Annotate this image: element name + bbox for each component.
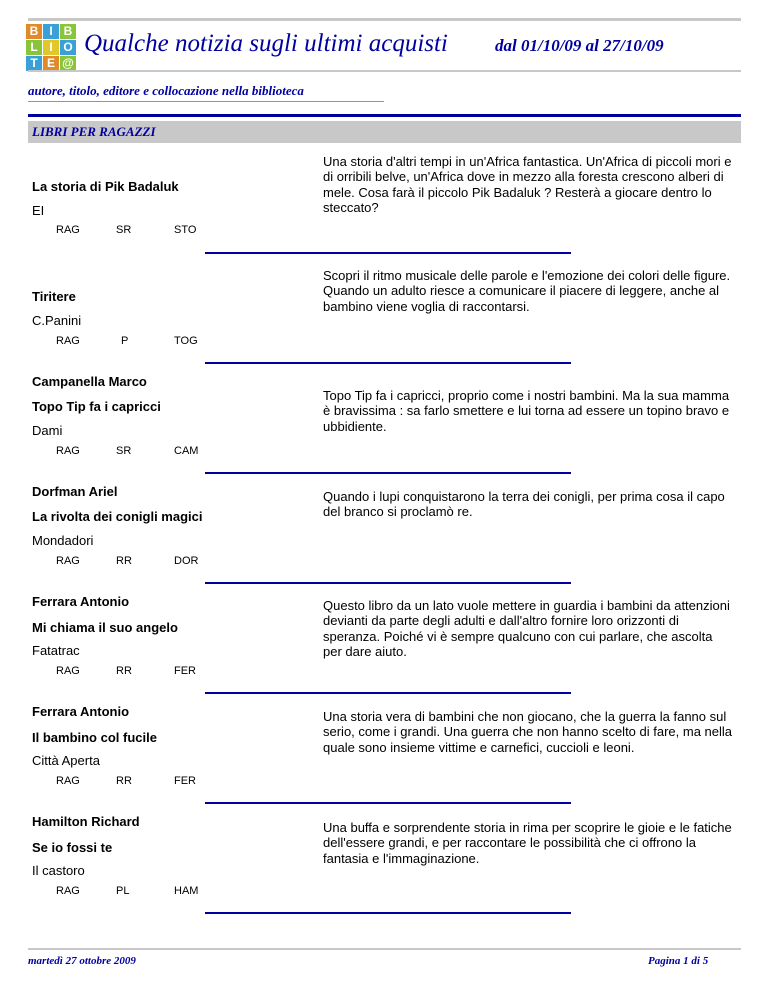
subtitle-underline <box>28 101 384 102</box>
date-range: dal 01/10/09 al 27/10/09 <box>495 36 664 55</box>
logo-cell: E <box>43 56 59 71</box>
book-publisher: Fatatrac <box>32 643 80 658</box>
book-entry <box>0 150 768 260</box>
book-title: La storia di Pik Badaluk <box>32 179 179 194</box>
logo-cell: I <box>43 40 59 55</box>
book-author: Dorfman Ariel <box>32 484 118 499</box>
page-subtitle: autore, titolo, editore e collocazione nella biblioteca <box>28 83 304 98</box>
shelf-code-author: STO <box>174 224 197 236</box>
shelf-code-author: FER <box>174 775 196 787</box>
entry-separator <box>205 362 571 364</box>
book-description: Questo libro da un lato vuole mettere in guardia i bambini da attenzioni devianti da parte degli adulti e dall'altro fornire loro orizzonti di speranza. Poiché vi è sempre qualcuno con cui parlare, che ascolta per dare aiuto. <box>323 598 730 659</box>
footer-date: martedì 27 ottobre 2009 <box>28 955 136 967</box>
book-title: Se io fossi te <box>32 840 113 855</box>
book-description: Una storia vera di bambini che non giocano, che la guerra la fanno sul serio, come i grandi. Una guerra che non hanno scelto di fare, ma nella quale sono insieme vittime e carnefici, cuccioli e leoni. <box>323 709 733 755</box>
shelf-code-category: RR <box>116 775 132 787</box>
logo-cell: @ <box>60 56 76 71</box>
book-title: Mi chiama il suo angelo <box>32 620 178 635</box>
book-title: Topo Tip fa i capricci <box>32 399 161 414</box>
shelf-code-category: SR <box>116 224 132 236</box>
book-entry <box>0 700 768 810</box>
shelf-code-section: RAG <box>56 885 80 897</box>
logo-cell: B <box>26 24 42 39</box>
book-publisher: Città Aperta <box>32 753 100 768</box>
book-author: Ferrara Antonio <box>32 594 130 609</box>
logo-cell: L <box>26 40 42 55</box>
book-entry <box>0 260 768 370</box>
shelf-code-section: RAG <box>56 665 80 677</box>
book-author: Ferrara Antonio <box>32 704 130 719</box>
shelf-code-author: CAM <box>174 445 199 457</box>
logo-cell: B <box>60 24 76 39</box>
book-publisher: C.Panini <box>32 313 82 328</box>
book-entry <box>0 480 768 590</box>
book-title: La rivolta dei conigli magici <box>32 509 203 524</box>
book-description: Una buffa e sorprendente storia in rima per scoprire le gioie e le fatiche dell'essere grandi, e per raccontare le possibilità che ci offrono la fantasia e l'immaginazione. <box>323 820 732 866</box>
book-title: Tiritere <box>32 289 76 304</box>
book-publisher: Dami <box>32 423 63 438</box>
book-title: Il bambino col fucile <box>32 730 157 745</box>
book-entry <box>0 370 768 480</box>
shelf-code-section: RAG <box>56 335 80 347</box>
shelf-code-author: TOG <box>174 335 198 347</box>
book-publisher: Il castoro <box>32 863 85 878</box>
book-entry <box>0 810 768 920</box>
shelf-code-section: RAG <box>56 224 80 236</box>
library-logo <box>26 24 76 70</box>
book-publisher: Mondadori <box>32 533 94 548</box>
shelf-code-category: RR <box>116 555 132 567</box>
book-author: Campanella Marco <box>32 374 147 389</box>
shelf-code-section: RAG <box>56 555 80 567</box>
header-bottom-rule <box>28 70 741 72</box>
page-title: Qualche notizia sugli ultimi acquisti <box>84 30 448 57</box>
shelf-code-author: FER <box>174 665 196 677</box>
entry-separator <box>205 802 571 804</box>
book-author: Hamilton Richard <box>32 814 140 829</box>
shelf-code-category: P <box>121 335 129 347</box>
header-top-rule <box>28 18 741 21</box>
section-header <box>28 121 741 143</box>
shelf-code-section: RAG <box>56 775 80 787</box>
section-title: LIBRI PER RAGAZZI <box>32 124 156 139</box>
section-top-rule <box>28 114 741 117</box>
shelf-code-category: SR <box>116 445 132 457</box>
entry-separator <box>205 692 571 694</box>
entry-separator <box>205 472 571 474</box>
entry-separator <box>205 252 571 254</box>
shelf-code-category: PL <box>116 885 130 897</box>
book-description: Topo Tip fa i capricci, proprio come i nostri bambini. Ma la sua mamma è bravissima : sa farlo smettere e lui torna ad essere un topino bravo e ubbidiente. <box>323 388 730 434</box>
page-number: Pagina 1 di 5 <box>648 955 709 967</box>
logo-cell: T <box>26 56 42 71</box>
book-description: Quando i lupi conquistarono la terra dei conigli, per prima cosa il capo del branco si proclamò re. <box>323 489 725 520</box>
shelf-code-section: RAG <box>56 445 80 457</box>
book-publisher: EI <box>32 203 45 218</box>
book-description: Una storia d'altri tempi in un'Africa fantastica. Un'Africa di piccoli mori e di orribili belve, un'Africa dove in mezzo alla foresta crescono alberi di mele. Cosa farà il piccolo Pik Badaluk ? Resterà a giocare dentro lo steccato? <box>323 154 732 215</box>
shelf-code-author: HAM <box>174 885 199 897</box>
entry-separator <box>205 912 571 914</box>
footer-rule <box>28 948 741 950</box>
entry-separator <box>205 582 571 584</box>
book-entry <box>0 590 768 700</box>
logo-cell: I <box>43 24 59 39</box>
shelf-code-author: DOR <box>174 555 199 567</box>
shelf-code-category: RR <box>116 665 132 677</box>
book-description: Scopri il ritmo musicale delle parole e l'emozione dei colori delle figure. Quando un adulto riesce a comunicare il piacere di leggere, anche al bambino viene voglia di raccontarsi. <box>323 268 731 314</box>
logo-cell: O <box>60 40 76 55</box>
